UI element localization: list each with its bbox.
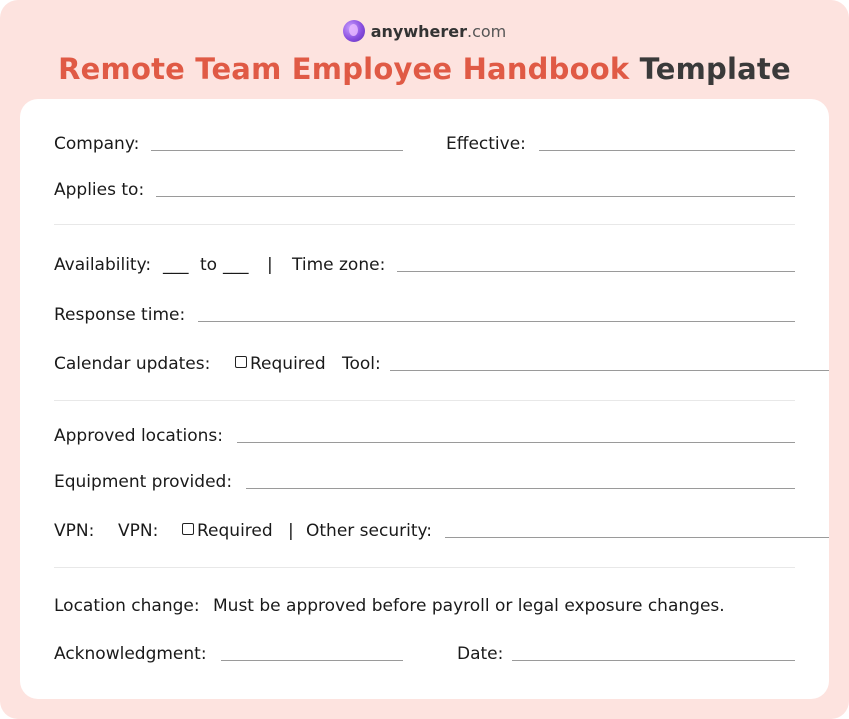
vpn-label: VPN: — [54, 521, 95, 541]
brand-name: anywherer.com — [370, 21, 507, 41]
globe-logo-icon — [343, 20, 365, 42]
row-company — [54, 134, 795, 158]
time-zone-label: Time zone: — [292, 255, 386, 275]
row-location-change — [54, 596, 795, 620]
availability-label: Availability: — [54, 255, 152, 275]
applies-to-field[interactable] — [156, 196, 795, 197]
other-security-field[interactable] — [445, 537, 829, 538]
effective-field[interactable] — [539, 150, 795, 151]
approved-locations-label: Approved locations: — [54, 426, 223, 446]
date-label: Date: — [457, 644, 504, 664]
calendar-updates-label: Calendar updates: — [54, 354, 211, 374]
page-title — [0, 52, 849, 86]
location-change-text: Must be approved before payroll or legal exposure changes. — [213, 596, 725, 616]
availability-from-blank[interactable]: ___ — [163, 255, 189, 275]
row-equipment-provided — [54, 472, 795, 496]
date-field[interactable] — [512, 660, 795, 661]
location-change-label: Location change: — [54, 596, 200, 616]
row-availability — [54, 255, 795, 279]
tool-field[interactable] — [390, 370, 829, 371]
row-acknowledgment — [54, 644, 795, 668]
section-divider — [54, 224, 795, 225]
vpn-sub-label: VPN: — [118, 521, 159, 541]
title-template: Template — [639, 52, 791, 86]
row-approved-locations — [54, 426, 795, 450]
applies-to-label: Applies to: — [54, 180, 145, 200]
row-calendar-updates — [54, 354, 795, 378]
equipment-provided-label: Equipment provided: — [54, 472, 233, 492]
availability-to-text: to — [200, 255, 218, 275]
response-time-field[interactable] — [198, 321, 795, 322]
section-divider — [54, 567, 795, 568]
other-security-label: Other security: — [306, 521, 433, 541]
acknowledgment-label: Acknowledgment: — [54, 644, 207, 664]
title-main: Remote Team Employee Handbook — [58, 52, 630, 86]
response-time-label: Response time: — [54, 305, 186, 325]
row-applies-to — [54, 180, 795, 204]
brand — [0, 20, 849, 42]
company-label: Company: — [54, 134, 140, 154]
row-response-time — [54, 305, 795, 329]
equipment-provided-field[interactable] — [246, 488, 795, 489]
calendar-required-option[interactable]: Required — [235, 354, 326, 374]
separator: | — [267, 255, 273, 275]
approved-locations-field[interactable] — [237, 442, 795, 443]
vpn-required-option[interactable]: Required — [182, 521, 273, 541]
checkbox-icon[interactable] — [235, 356, 247, 368]
effective-label: Effective: — [446, 134, 526, 154]
company-field[interactable] — [151, 150, 403, 151]
row-vpn — [54, 521, 795, 545]
checkbox-icon[interactable] — [182, 523, 194, 535]
form-card — [20, 99, 829, 699]
section-divider — [54, 400, 795, 401]
separator: | — [288, 521, 294, 541]
acknowledgment-field[interactable] — [221, 660, 403, 661]
availability-to-blank[interactable]: ___ — [223, 255, 249, 275]
time-zone-field[interactable] — [397, 271, 795, 272]
tool-label: Tool: — [342, 354, 381, 374]
